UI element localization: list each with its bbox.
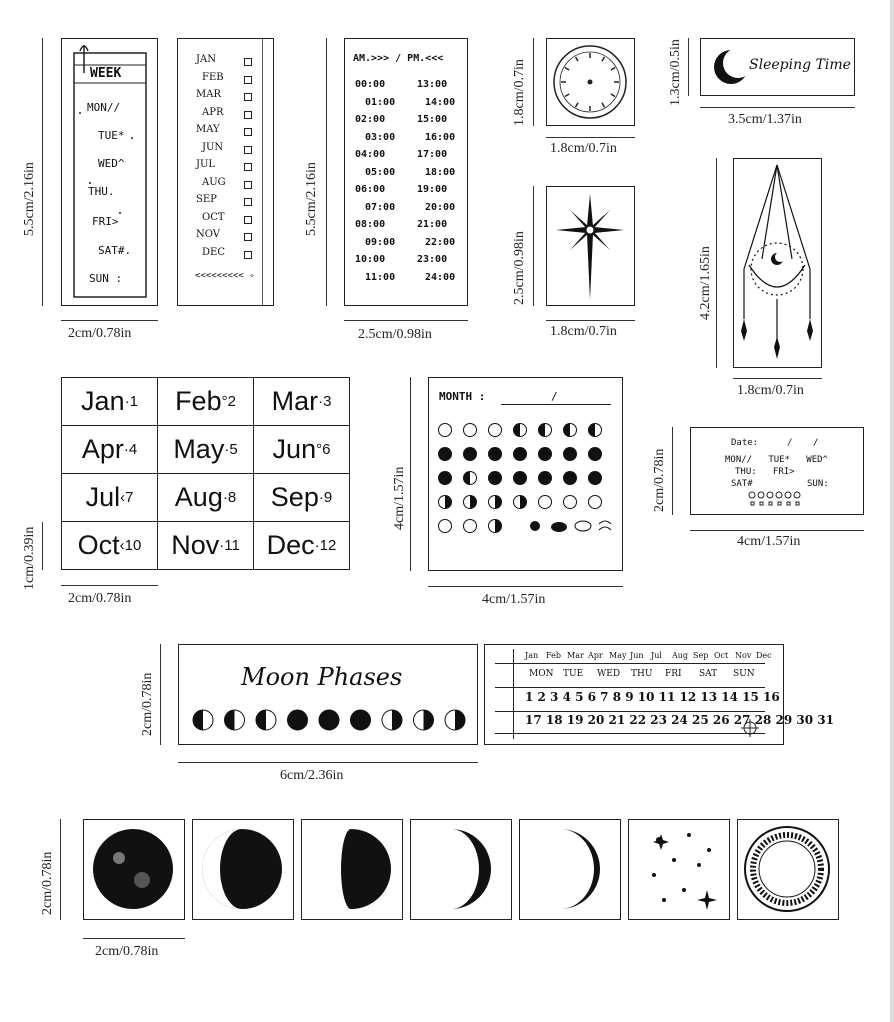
time-pm: 20:00 bbox=[425, 201, 456, 213]
time-am: 03:00 bbox=[365, 131, 396, 143]
page-edge bbox=[890, 0, 894, 1022]
dim-line bbox=[690, 530, 864, 531]
moon-icon bbox=[564, 496, 577, 509]
dim-line bbox=[344, 320, 468, 321]
week-frame-graphic bbox=[70, 43, 150, 301]
month-list-item: SEP bbox=[196, 194, 217, 205]
moon-icon bbox=[193, 710, 213, 730]
dim-label: 2cm/0.78in bbox=[652, 448, 667, 512]
time-pm: 19:00 bbox=[417, 184, 448, 195]
month-list-item: MAR bbox=[196, 89, 221, 100]
weekday-sun: SUN : bbox=[89, 272, 123, 285]
strip-month: Aug bbox=[672, 651, 689, 660]
time-am: 08:00 bbox=[355, 219, 386, 230]
strip-row-2: 17 18 19 20 21 22 23 24 25 26 27 28 29 30 31 bbox=[525, 713, 834, 727]
dim-label: 2cm/0.78in bbox=[95, 944, 159, 959]
moon-icon bbox=[256, 710, 276, 730]
moon-icon bbox=[589, 448, 602, 461]
strip-month: Sep bbox=[693, 651, 709, 660]
moon-icon bbox=[514, 472, 527, 485]
dim-line bbox=[61, 585, 158, 586]
month-cell bbox=[61, 521, 158, 570]
month-cell-name: Nov bbox=[171, 530, 220, 560]
time-am: 11:00 bbox=[365, 271, 396, 283]
week-title: WEEK bbox=[90, 66, 122, 81]
wind-icon bbox=[599, 521, 611, 530]
dim-line bbox=[733, 378, 822, 379]
month-list-item: DEC bbox=[202, 246, 225, 258]
month-cell-name: Jun bbox=[272, 434, 317, 464]
month-list-item: APR bbox=[202, 106, 224, 118]
rain-icon bbox=[575, 521, 591, 531]
weather-icons-row bbox=[747, 490, 827, 508]
date-line-3b: SUN: bbox=[807, 479, 829, 489]
north-star-icon bbox=[547, 187, 633, 304]
star-stamp bbox=[546, 186, 635, 306]
time-pm: 24:00 bbox=[425, 271, 456, 283]
clock-tick bbox=[565, 68, 569, 71]
moon-phase-row bbox=[189, 705, 469, 735]
month-cell-name: May bbox=[173, 434, 225, 464]
weekday-tue: TUE* bbox=[98, 129, 125, 142]
dim-label: 4cm/1.57in bbox=[392, 466, 407, 530]
time-am: 06:00 bbox=[355, 184, 386, 195]
date-slash-2: / bbox=[813, 438, 819, 448]
checkbox-icon bbox=[244, 146, 252, 154]
time-am: 09:00 bbox=[365, 236, 396, 248]
strip-weekday: SUN bbox=[733, 669, 755, 679]
moon-icon bbox=[464, 472, 477, 485]
moon-icon bbox=[414, 710, 434, 730]
moon-icon bbox=[564, 472, 577, 485]
dim-label: 2cm/0.78in bbox=[68, 591, 132, 606]
dim-line bbox=[688, 38, 689, 96]
dim-label: 1.8cm/0.7in bbox=[512, 59, 527, 126]
strip-row-1: 1 2 3 4 5 6 7 8 9 10 11 12 13 14 15 16 bbox=[525, 690, 780, 704]
dim-line bbox=[546, 137, 635, 138]
phase-square-thin bbox=[519, 819, 621, 920]
month-list-item: MAY bbox=[196, 124, 220, 135]
month-list-item: JAN bbox=[196, 54, 216, 65]
month-cell bbox=[61, 425, 158, 474]
month-list-item: JUL bbox=[196, 159, 216, 170]
sun-icon bbox=[530, 521, 540, 531]
moon-icon bbox=[464, 520, 477, 533]
clock-tick bbox=[565, 94, 569, 97]
crescent-moon-icon bbox=[411, 820, 510, 918]
moon-icon bbox=[539, 424, 552, 437]
moon-phases-stamp bbox=[178, 644, 478, 745]
time-am: 00:00 bbox=[355, 79, 386, 90]
moon-icon bbox=[445, 710, 465, 730]
time-pm: 16:00 bbox=[425, 131, 456, 143]
clock-tick bbox=[611, 68, 615, 71]
time-pm: 21:00 bbox=[417, 219, 448, 230]
month-cell-name: Dec bbox=[266, 530, 315, 560]
dim-label: 2cm/0.78in bbox=[140, 672, 155, 736]
month-cell-name: Aug bbox=[174, 482, 223, 512]
dim-label: 1.8cm/0.7in bbox=[550, 141, 617, 156]
strip-month: Jul bbox=[651, 651, 662, 660]
time-am: 02:00 bbox=[355, 114, 386, 125]
moon-phase-calendar bbox=[435, 420, 615, 560]
month-cell bbox=[157, 521, 254, 570]
moon-icon bbox=[288, 710, 308, 730]
moon-icon bbox=[225, 710, 245, 730]
month-cell-mark: ·4 bbox=[123, 441, 138, 458]
checkbox-icon bbox=[244, 58, 252, 66]
date-stamp bbox=[690, 427, 864, 515]
time-pm: 17:00 bbox=[417, 149, 448, 160]
phase-square-gibbous bbox=[192, 819, 294, 920]
clock-tick bbox=[602, 57, 605, 61]
clock-tick bbox=[576, 103, 579, 107]
weekday-sat: SAT#. bbox=[98, 244, 132, 257]
moon-icon bbox=[464, 448, 477, 461]
month-list-item: OCT bbox=[202, 211, 225, 223]
time-am: 10:00 bbox=[355, 254, 386, 265]
month-cell bbox=[157, 473, 254, 522]
sleeping-time-text: Sleeping Time bbox=[749, 57, 851, 73]
month-cell bbox=[253, 521, 350, 570]
half-moon-icon bbox=[302, 820, 401, 918]
dim-line bbox=[61, 320, 158, 321]
phase-square-crescent bbox=[410, 819, 512, 920]
dim-line bbox=[533, 38, 534, 126]
month-cell bbox=[253, 425, 350, 474]
strip-month: Jan bbox=[525, 651, 539, 660]
dim-line bbox=[533, 186, 534, 306]
month-cell-mark: °2 bbox=[221, 393, 236, 410]
strip-month: Jun bbox=[630, 651, 644, 660]
moon-icon bbox=[489, 520, 502, 533]
clock-tick bbox=[576, 57, 579, 61]
month-cell-name: Jan bbox=[81, 386, 125, 416]
month-cell-name: Apr bbox=[81, 434, 124, 464]
phase-square-stars bbox=[628, 819, 730, 920]
dim-label: 3.5cm/1.37in bbox=[728, 112, 802, 127]
moon-icon bbox=[489, 448, 502, 461]
month-cell-name: Oct bbox=[77, 530, 120, 560]
date-line-2: THU: FRI> bbox=[735, 467, 795, 477]
checkbox-icon bbox=[244, 181, 252, 189]
moon-icon bbox=[564, 424, 577, 437]
strip-month: Feb bbox=[546, 651, 561, 660]
strip-weekday: FRI bbox=[665, 669, 682, 679]
moon-icon bbox=[489, 496, 502, 509]
moon-phases-title: Moon Phases bbox=[241, 663, 403, 691]
moon-icon bbox=[514, 424, 527, 437]
dim-line bbox=[42, 38, 43, 306]
month-cell bbox=[157, 425, 254, 474]
date-label: Date: bbox=[731, 438, 759, 448]
crosshair-icon bbox=[741, 719, 759, 737]
month-list-item: NOV bbox=[196, 229, 220, 240]
dim-line bbox=[428, 586, 623, 587]
moon-icon bbox=[489, 472, 502, 485]
clock-tick bbox=[611, 94, 615, 97]
month-slash: / bbox=[551, 390, 558, 403]
weekday-fri: FRI> bbox=[92, 215, 119, 228]
dim-line bbox=[60, 819, 61, 920]
dim-line bbox=[700, 107, 855, 108]
strip-weekday: SAT bbox=[699, 669, 718, 679]
month-list-item: AUG bbox=[202, 176, 226, 188]
month-cell-name: Sep bbox=[270, 482, 319, 512]
stars-moon-icon bbox=[629, 820, 728, 918]
time-am: 04:00 bbox=[355, 149, 386, 160]
dim-label: 1.8cm/0.7in bbox=[737, 383, 804, 398]
checkbox-icon bbox=[244, 251, 252, 259]
moon-icon bbox=[439, 496, 452, 509]
dim-line bbox=[83, 938, 185, 939]
dim-line bbox=[326, 38, 327, 306]
moon-icon bbox=[351, 710, 371, 730]
month-cell bbox=[253, 377, 350, 426]
moon-icon bbox=[439, 424, 452, 437]
moon-icon bbox=[464, 424, 477, 437]
strip-month: May bbox=[609, 651, 627, 660]
dreamcatcher-stamp bbox=[733, 158, 822, 368]
moon-icon bbox=[539, 472, 552, 485]
checkbox-icon bbox=[244, 233, 252, 241]
time-pm: 18:00 bbox=[425, 166, 456, 178]
checkbox-icon bbox=[244, 163, 252, 171]
moon-icon bbox=[464, 496, 477, 509]
thin-moon-icon bbox=[520, 820, 619, 918]
moon-icon bbox=[319, 710, 339, 730]
time-pm: 22:00 bbox=[425, 236, 456, 248]
month-cell-mark: ·1 bbox=[124, 393, 138, 410]
weekday-thu: THU. bbox=[88, 185, 115, 198]
clock-stamp bbox=[546, 38, 635, 126]
checkbox-icon bbox=[244, 93, 252, 101]
moon-icon bbox=[439, 472, 452, 485]
ring-moon-icon bbox=[738, 820, 837, 918]
month-cell bbox=[157, 377, 254, 426]
moon-icon bbox=[382, 710, 402, 730]
time-pm: 14:00 bbox=[425, 96, 456, 108]
dim-label: 5.5cm/2.16in bbox=[22, 162, 37, 236]
dim-label: 2cm/0.78in bbox=[40, 851, 55, 915]
moon-icon bbox=[539, 448, 552, 461]
month-cell-mark: ‹7 bbox=[120, 489, 134, 506]
moon-icon bbox=[514, 448, 527, 461]
dim-label: 4.2cm/1.65in bbox=[698, 246, 713, 320]
month-calendar-stamp bbox=[428, 377, 623, 571]
month-list-stamp bbox=[177, 38, 274, 306]
moon-icon bbox=[489, 424, 502, 437]
dim-label: 4cm/1.57in bbox=[737, 534, 801, 549]
dim-label: 2.5cm/0.98in bbox=[512, 231, 527, 305]
month-label: MONTH : bbox=[439, 390, 486, 403]
dim-label: 6cm/2.36in bbox=[280, 768, 344, 783]
checkbox-icon bbox=[244, 76, 252, 84]
month-list-footer: <<<<<<<<< ✧ bbox=[195, 271, 255, 281]
date-slash-1: / bbox=[787, 438, 793, 448]
time-pm: 15:00 bbox=[417, 114, 448, 125]
weekday-mon: MON// bbox=[87, 101, 121, 114]
month-cell-mark: ·9 bbox=[318, 489, 333, 506]
clock-icon bbox=[547, 39, 633, 124]
dim-line bbox=[716, 158, 717, 368]
month-cell-mark: °6 bbox=[316, 441, 331, 458]
dreamcatcher-icon bbox=[734, 159, 820, 365]
dim-label: 2.5cm/0.98in bbox=[358, 327, 432, 342]
moon-icon bbox=[539, 496, 552, 509]
checkbox-icon bbox=[244, 198, 252, 206]
month-cell bbox=[253, 473, 350, 522]
month-cell-mark: ·12 bbox=[314, 537, 337, 554]
dim-label: 2cm/0.78in bbox=[68, 326, 132, 341]
moon-icon bbox=[514, 496, 527, 509]
month-cell-mark: ·5 bbox=[224, 441, 238, 458]
checkbox-icon bbox=[244, 216, 252, 224]
month-cell bbox=[61, 473, 158, 522]
moon-icon bbox=[589, 496, 602, 509]
dim-line bbox=[160, 644, 161, 745]
dim-line bbox=[546, 320, 635, 321]
weekday-wed: WED^ bbox=[98, 157, 125, 170]
strip-month: Apr bbox=[588, 651, 603, 660]
strip-weekday: WED bbox=[597, 669, 621, 679]
month-cell-mark: ·11 bbox=[219, 537, 240, 554]
strip-weekday: MON bbox=[529, 669, 554, 679]
cloud-icon bbox=[551, 522, 567, 532]
crescent-moon-icon bbox=[709, 45, 749, 89]
strip-month: Oct bbox=[714, 651, 729, 660]
dim-line bbox=[42, 522, 43, 570]
moon-icon bbox=[439, 520, 452, 533]
month-cell-mark: ‹10 bbox=[119, 537, 142, 554]
month-list-item: JUN bbox=[202, 141, 224, 153]
month-cell-name: Mar bbox=[271, 386, 319, 416]
dim-line bbox=[672, 427, 673, 515]
time-am: 07:00 bbox=[365, 201, 396, 213]
sleeping-time-stamp bbox=[700, 38, 855, 96]
checkbox-icon bbox=[244, 128, 252, 136]
month-list-item: FEB bbox=[202, 71, 224, 83]
time-pm: 13:00 bbox=[417, 79, 448, 90]
moon-icon bbox=[564, 448, 577, 461]
dim-label: 5.5cm/2.16in bbox=[304, 162, 319, 236]
time-am: 05:00 bbox=[365, 166, 396, 178]
month-cell-name: Jul bbox=[85, 482, 121, 512]
phase-square-ring bbox=[737, 819, 839, 920]
week-stamp bbox=[61, 38, 158, 306]
moon-icon bbox=[589, 424, 602, 437]
phase-square-half bbox=[301, 819, 403, 920]
full-moon-icon bbox=[84, 820, 183, 918]
dim-line bbox=[410, 377, 411, 571]
date-line-1: MON// TUE* WED^ bbox=[725, 455, 828, 465]
date-line-3a: SAT# bbox=[731, 479, 753, 489]
strip-month: Nov bbox=[735, 651, 752, 660]
month-cell-mark: ·3 bbox=[318, 393, 332, 410]
strip-month: Dec bbox=[756, 651, 772, 660]
dim-label: 1.3cm/0.5in bbox=[668, 39, 683, 106]
time-am: 01:00 bbox=[365, 96, 396, 108]
month-cell-mark: ·8 bbox=[222, 489, 237, 506]
dim-label: 1.8cm/0.7in bbox=[550, 324, 617, 339]
moon-icon bbox=[439, 448, 452, 461]
time-pm: 23:00 bbox=[417, 254, 448, 265]
time-stamp bbox=[344, 38, 468, 306]
dim-label: 4cm/1.57in bbox=[482, 592, 546, 607]
month-cell bbox=[61, 377, 158, 426]
strip-weekday: THU bbox=[631, 669, 653, 679]
phase-square-full bbox=[83, 819, 185, 920]
month-cell-name: Feb bbox=[175, 386, 222, 416]
clock-tick bbox=[602, 103, 605, 107]
strip-weekday: TUE bbox=[563, 669, 584, 679]
dim-line bbox=[178, 762, 478, 763]
strip-month: Mar bbox=[567, 651, 584, 660]
dim-label: 1cm/0.39in bbox=[22, 526, 37, 590]
moon-icon bbox=[589, 472, 602, 485]
checkbox-icon bbox=[244, 111, 252, 119]
calendar-strip-stamp bbox=[484, 644, 834, 745]
time-header: AM.>>> / PM.<<< bbox=[353, 53, 444, 64]
gibbous-moon-icon bbox=[193, 820, 292, 918]
